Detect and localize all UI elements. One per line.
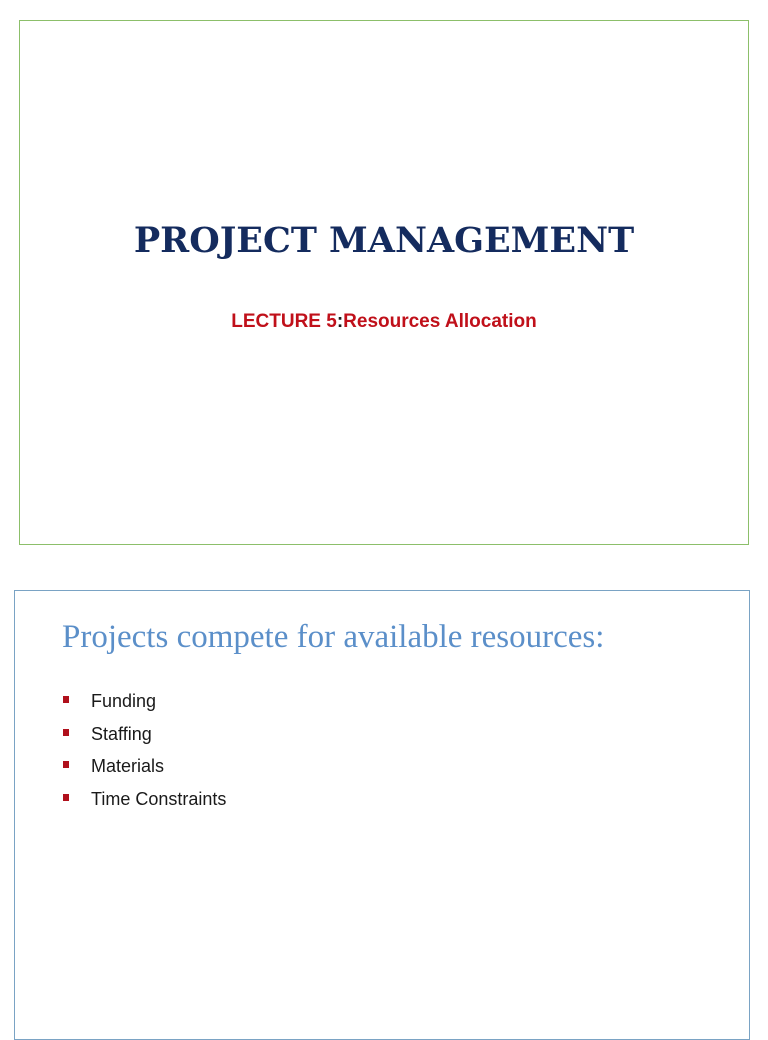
- bullet-item-materials: [62, 753, 226, 786]
- slide-heading: Projects compete for available resources:: [62, 619, 605, 655]
- slide-title: PROJECT MANAGEMENT: [133, 220, 635, 261]
- content-slide: [14, 590, 750, 1040]
- bullet-label: Funding: [91, 691, 157, 711]
- bullet-label: Materials: [91, 756, 165, 776]
- lecture-topic: Resources Allocation: [343, 311, 537, 332]
- square-bullet-icon: [63, 696, 69, 703]
- bullet-label: Staffing: [91, 723, 152, 744]
- title-slide: [19, 20, 749, 545]
- bullet-item-staffing: [62, 721, 226, 754]
- bullet-label: Time Constraints: [91, 788, 227, 809]
- lecture-subtitle: [20, 311, 748, 333]
- bullet-item-time-constraints: [62, 786, 226, 819]
- square-bullet-icon: [63, 761, 69, 768]
- lecture-number: LECTURE 5: [231, 311, 337, 332]
- bullet-item-funding: [62, 688, 226, 721]
- square-bullet-icon: [63, 794, 69, 801]
- lecture-separator: :: [336, 311, 344, 332]
- bullet-list: [62, 688, 226, 818]
- square-bullet-icon: [63, 729, 69, 736]
